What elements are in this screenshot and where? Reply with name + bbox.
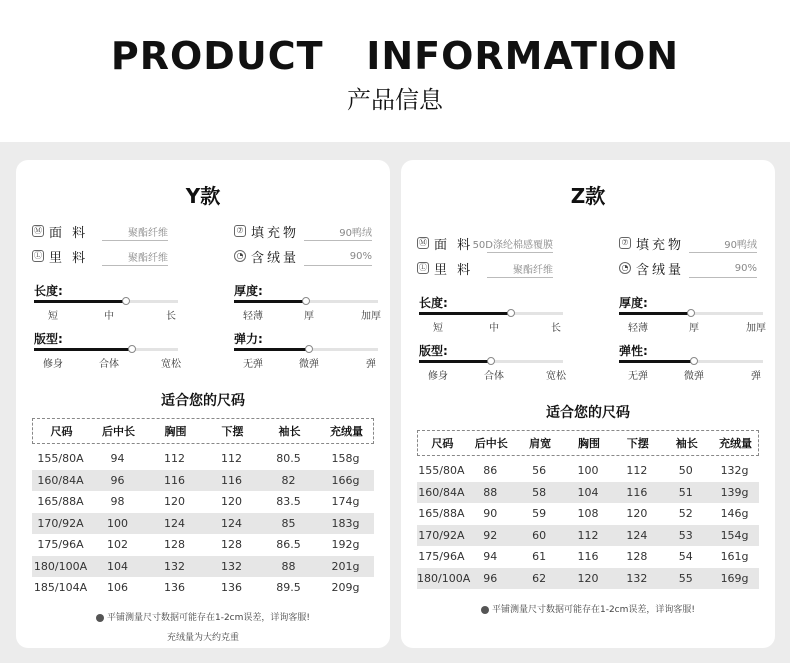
attribute-icon: Ⓛ bbox=[34, 251, 42, 260]
slider-knob bbox=[507, 309, 515, 317]
slider-track bbox=[419, 360, 563, 363]
table-cell: 60 bbox=[532, 528, 547, 542]
table-cell: 112 bbox=[577, 528, 599, 542]
slider-tick-label: 轻薄 bbox=[243, 311, 263, 322]
attribute-1 bbox=[32, 248, 168, 264]
slider-track bbox=[34, 348, 178, 351]
attribute-icon: ⑦ bbox=[619, 237, 631, 249]
slider-tick-label: 长 bbox=[166, 311, 176, 322]
attribute-underline bbox=[102, 265, 168, 266]
attribute-icon: ◔ bbox=[234, 250, 246, 262]
size-table-header bbox=[417, 430, 759, 456]
slider-tick-label: 修身 bbox=[428, 371, 448, 382]
slider-label: 厚度: bbox=[619, 296, 648, 310]
slider-tick-label: 宽松 bbox=[546, 371, 566, 382]
table-cell: 169g bbox=[720, 571, 749, 585]
header-cell: 充绒量 bbox=[719, 437, 753, 450]
table-row bbox=[32, 513, 374, 534]
header-cell: 后中长 bbox=[102, 425, 135, 438]
table-row bbox=[417, 503, 759, 524]
slider-tick-label: 无弹 bbox=[243, 359, 263, 370]
slider-tick-label: 无弹 bbox=[628, 371, 648, 382]
table-cell: 175/96A bbox=[37, 538, 84, 551]
table-cell: 120 bbox=[164, 495, 185, 508]
table-row bbox=[32, 491, 374, 512]
attribute-label: 面 料 bbox=[49, 225, 89, 241]
table-cell: 106 bbox=[107, 581, 128, 594]
table-cell: 54 bbox=[678, 550, 693, 563]
slider-label: 弹性: bbox=[619, 344, 648, 358]
table-cell: 132 bbox=[221, 559, 242, 573]
header-cell: 后中长 bbox=[474, 437, 508, 450]
table-cell: 154g bbox=[720, 528, 749, 542]
table-cell: 160/84A bbox=[418, 485, 465, 499]
slider-knob bbox=[128, 345, 136, 353]
slider-knob bbox=[487, 357, 495, 365]
table-cell: 56 bbox=[532, 464, 547, 477]
attribute-label: 里 料 bbox=[49, 250, 89, 266]
attribute-value: 聚酯纤维 bbox=[128, 227, 168, 239]
table-cell: 80.5 bbox=[276, 452, 301, 465]
table-row bbox=[417, 460, 759, 481]
size-table-header bbox=[32, 418, 374, 444]
slider-fill bbox=[34, 348, 132, 351]
table-cell: 82 bbox=[281, 473, 296, 487]
attribute-2 bbox=[619, 235, 757, 251]
slider-label: 版型: bbox=[34, 332, 63, 346]
attribute-icon: ⑦ bbox=[234, 225, 246, 237]
table-cell: 89.5 bbox=[276, 581, 301, 594]
table-cell: 132 bbox=[164, 559, 185, 573]
slider-fill bbox=[234, 300, 306, 303]
slider-tick-label: 加厚 bbox=[361, 311, 381, 322]
attribute-icon: Ⓜ bbox=[419, 238, 427, 247]
attribute-label: 含绒量 bbox=[636, 262, 685, 278]
slider-fill bbox=[619, 312, 691, 315]
table-cell: 116 bbox=[626, 485, 648, 499]
slider-label: 长度: bbox=[34, 284, 63, 298]
slider-tick-label: 修身 bbox=[43, 359, 63, 370]
table-cell: 58 bbox=[532, 485, 547, 499]
slider-tick-label: 中 bbox=[104, 311, 114, 322]
attribute-3 bbox=[234, 248, 372, 264]
card-title: Y款 bbox=[185, 184, 221, 208]
attribute-0 bbox=[32, 223, 168, 239]
slider-tick-label: 合体 bbox=[484, 371, 504, 382]
slider-track bbox=[619, 312, 763, 315]
table-cell: 88 bbox=[281, 559, 296, 573]
table-cell: 96 bbox=[483, 571, 498, 585]
slider-knob bbox=[690, 357, 698, 365]
slider-track bbox=[419, 312, 563, 315]
slider-knob bbox=[122, 297, 130, 305]
slider-tick-label: 微弹 bbox=[299, 359, 319, 370]
attribute-underline bbox=[304, 265, 372, 266]
attribute-value: 90鸭绒 bbox=[339, 227, 372, 239]
measurement-note-text: 平铺测量尺寸数据可能存在1-2cm误差，详询客服! bbox=[491, 605, 696, 615]
measurement-note bbox=[16, 610, 390, 623]
style-z-card bbox=[401, 160, 775, 648]
table-cell: 139g bbox=[720, 485, 749, 499]
measurement-note-text: 平铺测量尺寸数据可能存在1-2cm误差，详询客服! bbox=[106, 613, 311, 623]
slider-tick-label: 厚 bbox=[689, 323, 699, 334]
table-cell: 61 bbox=[532, 550, 547, 563]
table-cell: 92 bbox=[483, 528, 498, 542]
attribute-label: 填充物 bbox=[251, 225, 300, 241]
table-row bbox=[32, 448, 374, 469]
header-cell: 肩宽 bbox=[529, 437, 552, 450]
attribute-icon: Ⓜ bbox=[34, 226, 42, 235]
table-cell: 120 bbox=[626, 507, 648, 520]
table-cell: 128 bbox=[164, 538, 185, 551]
table-cell: 165/88A bbox=[37, 495, 84, 508]
table-row bbox=[32, 534, 374, 555]
table-cell: 62 bbox=[532, 571, 547, 585]
attribute-label: 含绒量 bbox=[251, 250, 300, 266]
slider-fill bbox=[34, 300, 126, 303]
page-header bbox=[0, 0, 790, 142]
attribute-value: 聚酯纤维 bbox=[513, 264, 553, 276]
table-row bbox=[417, 546, 759, 567]
table-cell: 112 bbox=[164, 452, 185, 465]
header-cell: 下摆 bbox=[626, 437, 649, 450]
table-cell: 88 bbox=[483, 485, 498, 499]
table-row bbox=[32, 556, 374, 577]
table-cell: 52 bbox=[678, 507, 693, 520]
table-cell: 136 bbox=[164, 581, 185, 594]
table-cell: 161g bbox=[720, 550, 749, 563]
attribute-underline bbox=[102, 240, 168, 241]
table-cell: 116 bbox=[577, 550, 599, 563]
table-cell: 124 bbox=[221, 516, 242, 530]
header-cell: 袖长 bbox=[278, 425, 301, 438]
header-cell: 胸围 bbox=[164, 425, 187, 438]
table-cell: 51 bbox=[678, 485, 693, 499]
slider-knob bbox=[687, 309, 695, 317]
slider-knob bbox=[302, 297, 310, 305]
slider-fill bbox=[419, 360, 491, 363]
table-cell: 94 bbox=[110, 452, 125, 465]
slider-track bbox=[619, 360, 763, 363]
attribute-icon: Ⓛ bbox=[419, 263, 427, 272]
table-cell: 185/104A bbox=[33, 581, 88, 594]
table-cell: 120 bbox=[577, 571, 599, 585]
slider-tick-label: 长 bbox=[551, 323, 561, 334]
table-row bbox=[32, 470, 374, 491]
table-cell: 165/88A bbox=[418, 507, 465, 520]
slider-label: 版型: bbox=[419, 344, 448, 358]
table-cell: 100 bbox=[107, 516, 128, 530]
table-cell: 59 bbox=[532, 507, 547, 520]
slider-tick-label: 厚 bbox=[304, 311, 314, 322]
slider-tick-label: 合体 bbox=[99, 359, 119, 370]
attribute-value: 90鸭绒 bbox=[724, 239, 757, 251]
table-cell: 128 bbox=[626, 550, 648, 563]
page-title-cn: 产品信息 bbox=[347, 86, 443, 114]
attribute-underline bbox=[304, 240, 372, 241]
attribute-value: 90% bbox=[734, 262, 757, 274]
size-chart-title: 适合您的尺码 bbox=[161, 393, 245, 409]
attribute-2 bbox=[234, 223, 372, 239]
table-cell: 83.5 bbox=[276, 495, 301, 508]
slider-fill bbox=[619, 360, 694, 363]
table-cell: 86 bbox=[483, 464, 498, 477]
table-cell: 124 bbox=[626, 528, 648, 542]
slider-tick-label: 弹 bbox=[366, 359, 376, 370]
table-cell: 132 bbox=[626, 571, 648, 585]
slider-tick-label: 微弹 bbox=[684, 371, 704, 382]
attribute-label: 填充物 bbox=[636, 237, 685, 253]
table-row bbox=[32, 577, 374, 598]
table-cell: 170/92A bbox=[418, 528, 465, 542]
header-cell: 袖长 bbox=[675, 437, 698, 450]
header-cell: 胸围 bbox=[577, 437, 600, 450]
table-cell: 155/80A bbox=[418, 464, 465, 477]
table-cell: 128 bbox=[221, 538, 242, 551]
measurement-note bbox=[401, 602, 775, 615]
style-y-card bbox=[16, 160, 390, 648]
table-cell: 116 bbox=[164, 473, 185, 487]
header-cell: 充绒量 bbox=[330, 425, 363, 438]
slider-knob bbox=[305, 345, 313, 353]
table-cell: 175/96A bbox=[418, 550, 465, 563]
slider-tick-label: 宽松 bbox=[161, 359, 181, 370]
size-chart-title: 适合您的尺码 bbox=[546, 405, 630, 421]
table-cell: 102 bbox=[107, 538, 128, 551]
attribute-3 bbox=[619, 260, 757, 276]
slider-tick-label: 弹 bbox=[751, 371, 761, 382]
table-cell: 170/92A bbox=[37, 516, 84, 530]
slider-tick-label: 短 bbox=[433, 323, 443, 334]
info-icon bbox=[96, 614, 104, 622]
table-cell: 100 bbox=[577, 464, 599, 477]
table-cell: 192g bbox=[331, 538, 360, 551]
card-title: Z款 bbox=[570, 184, 606, 208]
table-cell: 50 bbox=[678, 464, 693, 477]
table-cell: 136 bbox=[221, 581, 242, 594]
attribute-value: 聚酯纤维 bbox=[128, 252, 168, 264]
attribute-underline bbox=[487, 277, 553, 278]
table-cell: 108 bbox=[577, 507, 599, 520]
table-cell: 90 bbox=[483, 507, 498, 520]
slider-track bbox=[234, 348, 378, 351]
header-cell: 下摆 bbox=[221, 425, 244, 438]
table-cell: 55 bbox=[678, 571, 693, 585]
header-cell: 尺码 bbox=[431, 437, 454, 450]
slider-tick-label: 中 bbox=[489, 323, 499, 334]
table-cell: 85 bbox=[281, 516, 296, 530]
table-cell: 201g bbox=[331, 559, 360, 573]
attribute-label: 里 料 bbox=[434, 262, 474, 278]
table-cell: 124 bbox=[164, 516, 185, 530]
attribute-1 bbox=[417, 260, 553, 276]
table-row bbox=[417, 568, 759, 589]
info-icon bbox=[481, 606, 489, 614]
slider-tick-label: 短 bbox=[48, 311, 58, 322]
table-cell: 180/100A bbox=[417, 571, 471, 585]
slider-label: 弹力: bbox=[234, 332, 263, 346]
table-cell: 94 bbox=[483, 550, 498, 563]
table-cell: 120 bbox=[221, 495, 242, 508]
header-cell: 尺码 bbox=[50, 425, 73, 438]
slider-tick-label: 轻薄 bbox=[628, 323, 648, 334]
table-cell: 174g bbox=[331, 495, 360, 508]
table-cell: 209g bbox=[331, 581, 360, 594]
table-cell: 183g bbox=[331, 516, 360, 530]
attribute-label: 面 料 bbox=[434, 237, 474, 253]
table-cell: 53 bbox=[678, 528, 693, 542]
table-cell: 158g bbox=[331, 452, 360, 465]
table-cell: 112 bbox=[626, 464, 648, 477]
attribute-value: 90% bbox=[349, 250, 372, 262]
table-cell: 86.5 bbox=[276, 538, 301, 551]
table-cell: 132g bbox=[720, 464, 749, 477]
table-cell: 112 bbox=[221, 452, 242, 465]
table-cell: 116 bbox=[221, 473, 242, 487]
attribute-0 bbox=[417, 235, 553, 251]
slider-fill bbox=[419, 312, 511, 315]
table-cell: 96 bbox=[110, 473, 125, 487]
table-row bbox=[417, 482, 759, 503]
attribute-value: 50D涤纶棉感覆膜 bbox=[472, 239, 553, 251]
table-cell: 104 bbox=[107, 559, 128, 573]
table-cell: 98 bbox=[110, 495, 125, 508]
slider-track bbox=[34, 300, 178, 303]
table-cell: 160/84A bbox=[37, 473, 84, 487]
table-cell: 166g bbox=[331, 473, 360, 487]
slider-label: 长度: bbox=[419, 296, 448, 310]
fill-weight-note: 充绒量为大约克重 bbox=[166, 633, 239, 643]
slider-fill bbox=[234, 348, 309, 351]
slider-label: 厚度: bbox=[234, 284, 263, 298]
slider-track bbox=[234, 300, 378, 303]
attribute-underline bbox=[689, 252, 757, 253]
table-cell: 155/80A bbox=[37, 452, 84, 465]
attribute-icon: ◔ bbox=[619, 262, 631, 274]
table-cell: 180/100A bbox=[33, 559, 88, 573]
table-cell: 104 bbox=[577, 485, 599, 499]
attribute-underline bbox=[689, 277, 757, 278]
slider-tick-label: 加厚 bbox=[746, 323, 766, 334]
page-title-en: PRODUCT INFORMATION bbox=[110, 34, 680, 78]
table-row bbox=[417, 525, 759, 546]
table-cell: 146g bbox=[720, 507, 749, 520]
attribute-underline bbox=[487, 252, 553, 253]
